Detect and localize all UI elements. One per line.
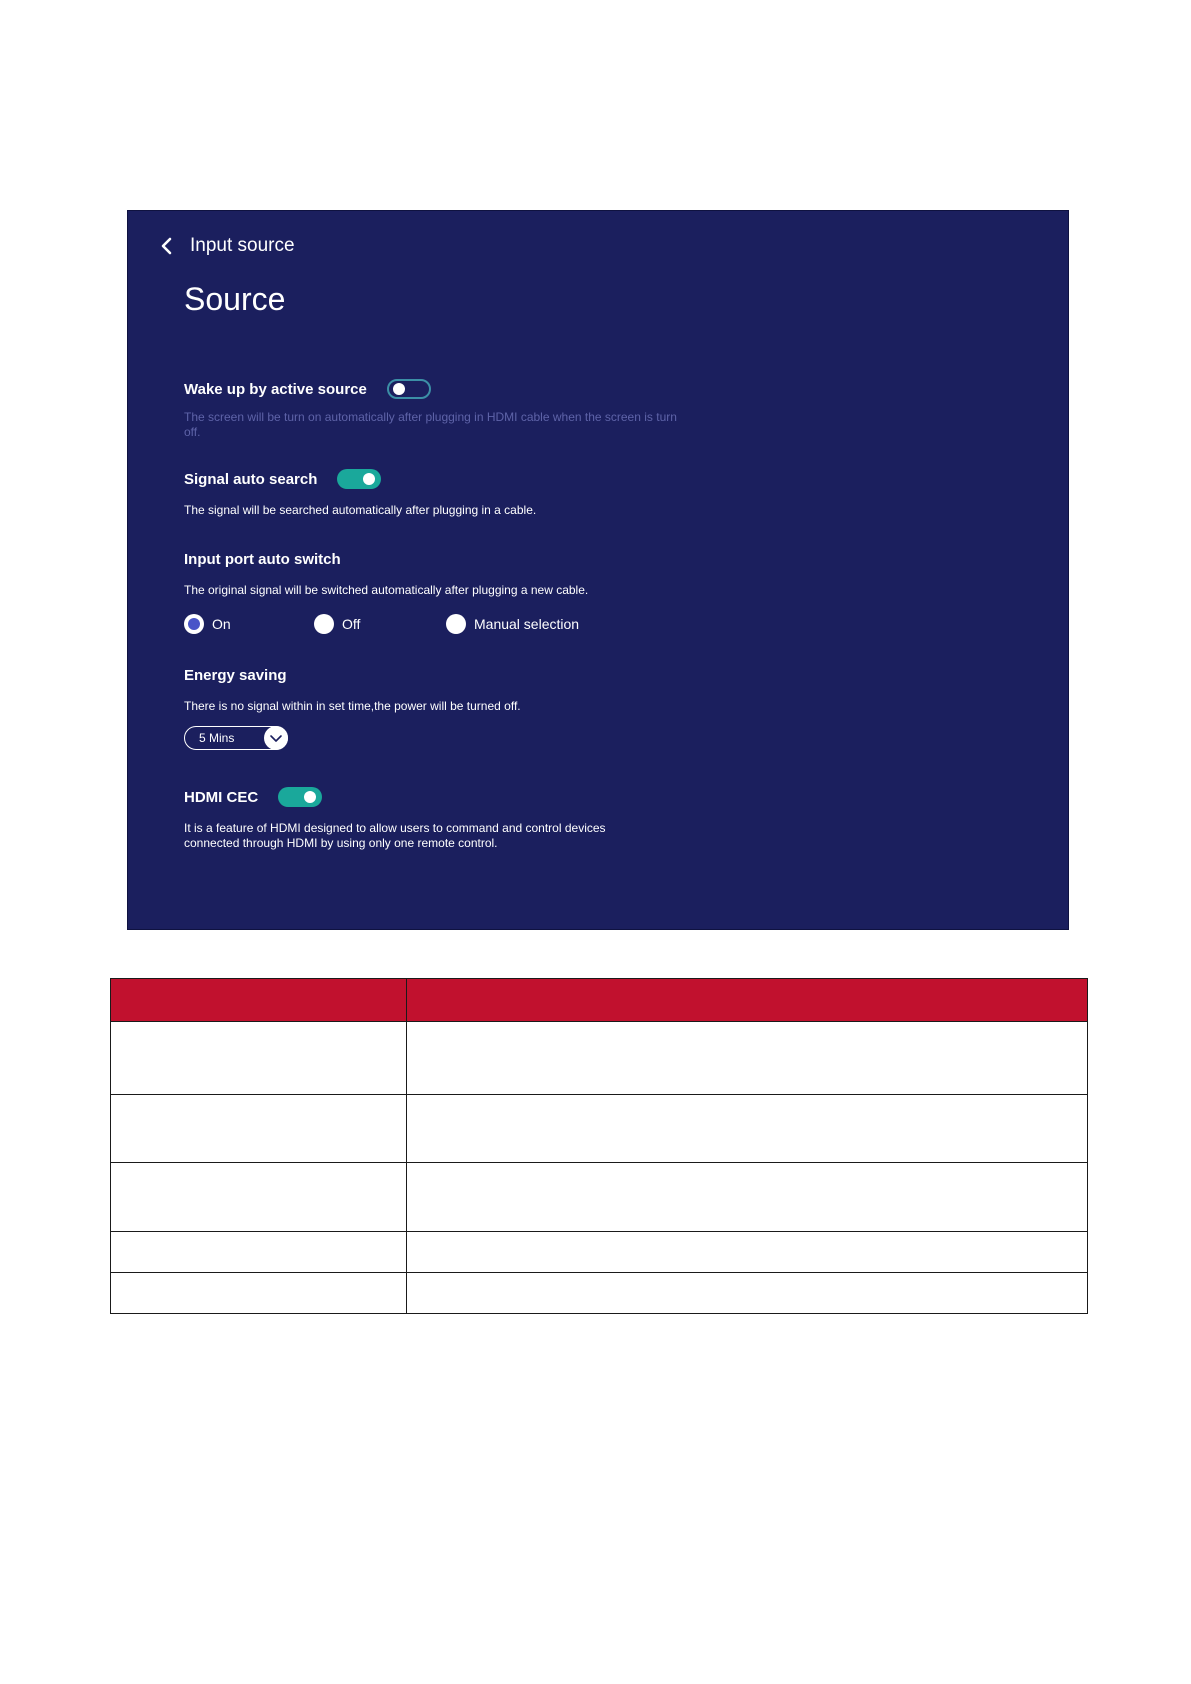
table-cell [407, 1022, 1088, 1095]
table-cell [111, 1022, 407, 1095]
setting-title: Input port auto switch [184, 550, 341, 568]
radio-option-off[interactable] [314, 614, 446, 634]
hdmi-cec-toggle[interactable] [278, 787, 322, 807]
setting-description: It is a feature of HDMI designed to allow users to command and control devices connected through HDMI by using only one remote control. [184, 821, 606, 850]
toggle-knob [393, 383, 405, 395]
table-row [111, 1163, 1088, 1232]
radio-manual[interactable] [446, 614, 466, 634]
table-header-cell [111, 979, 407, 1022]
table-row [111, 1273, 1088, 1314]
setting-description: The screen will be turn on automatically after plugging in HDMI cable when the screen is turn off. [184, 410, 677, 439]
setting-title: HDMI CEC [184, 788, 259, 806]
toggle-knob [304, 791, 316, 803]
back-label[interactable]: Input source [190, 235, 295, 256]
table-row [111, 1232, 1088, 1273]
table-cell [111, 1095, 407, 1163]
wake-up-toggle[interactable] [387, 379, 431, 399]
energy-saving-select[interactable] [184, 726, 288, 750]
table-header-row [111, 979, 1088, 1022]
page-title: Source [184, 281, 286, 317]
back-navigation[interactable] [156, 235, 295, 257]
table-cell [407, 1095, 1088, 1163]
select-value: 5 Mins [199, 731, 235, 745]
table-header-cell [407, 979, 1088, 1022]
setting-title: Signal auto search [184, 470, 318, 488]
setting-description: There is no signal within in set time,the power will be turned off. [184, 699, 521, 713]
spec-table [110, 978, 1088, 1314]
radio-label[interactable]: Manual selection [474, 616, 580, 632]
table-cell [407, 1232, 1088, 1273]
radio-option-on[interactable] [184, 614, 314, 634]
table-cell [111, 1232, 407, 1273]
radio-on[interactable] [184, 614, 204, 634]
table-row [111, 1022, 1088, 1095]
radio-group [184, 612, 684, 636]
settings-screen [127, 210, 1069, 930]
setting-title: Wake up by active source [184, 380, 367, 398]
setting-energy-saving [184, 663, 684, 750]
setting-description: The signal will be searched automatically after plugging in a cable. [184, 503, 537, 517]
setting-wake-up [184, 377, 684, 440]
setting-input-port-auto-switch [184, 547, 684, 636]
signal-auto-search-toggle[interactable] [337, 469, 381, 489]
setting-hdmi-cec [184, 785, 684, 851]
setting-signal-auto-search [184, 467, 684, 518]
radio-off[interactable] [314, 614, 334, 634]
chevron-down-icon[interactable] [264, 726, 288, 750]
toggle-knob [363, 473, 375, 485]
table-row [111, 1095, 1088, 1163]
table-cell [111, 1163, 407, 1232]
radio-option-manual[interactable] [446, 614, 579, 634]
table-cell [407, 1273, 1088, 1314]
table-cell [111, 1273, 407, 1314]
setting-title: Energy saving [184, 666, 287, 684]
chevron-left-icon[interactable] [156, 235, 178, 257]
radio-label[interactable]: Off [342, 616, 361, 632]
setting-description: The original signal will be switched automatically after plugging a new cable. [184, 583, 589, 597]
radio-label[interactable]: On [212, 616, 231, 632]
table-cell [407, 1163, 1088, 1232]
